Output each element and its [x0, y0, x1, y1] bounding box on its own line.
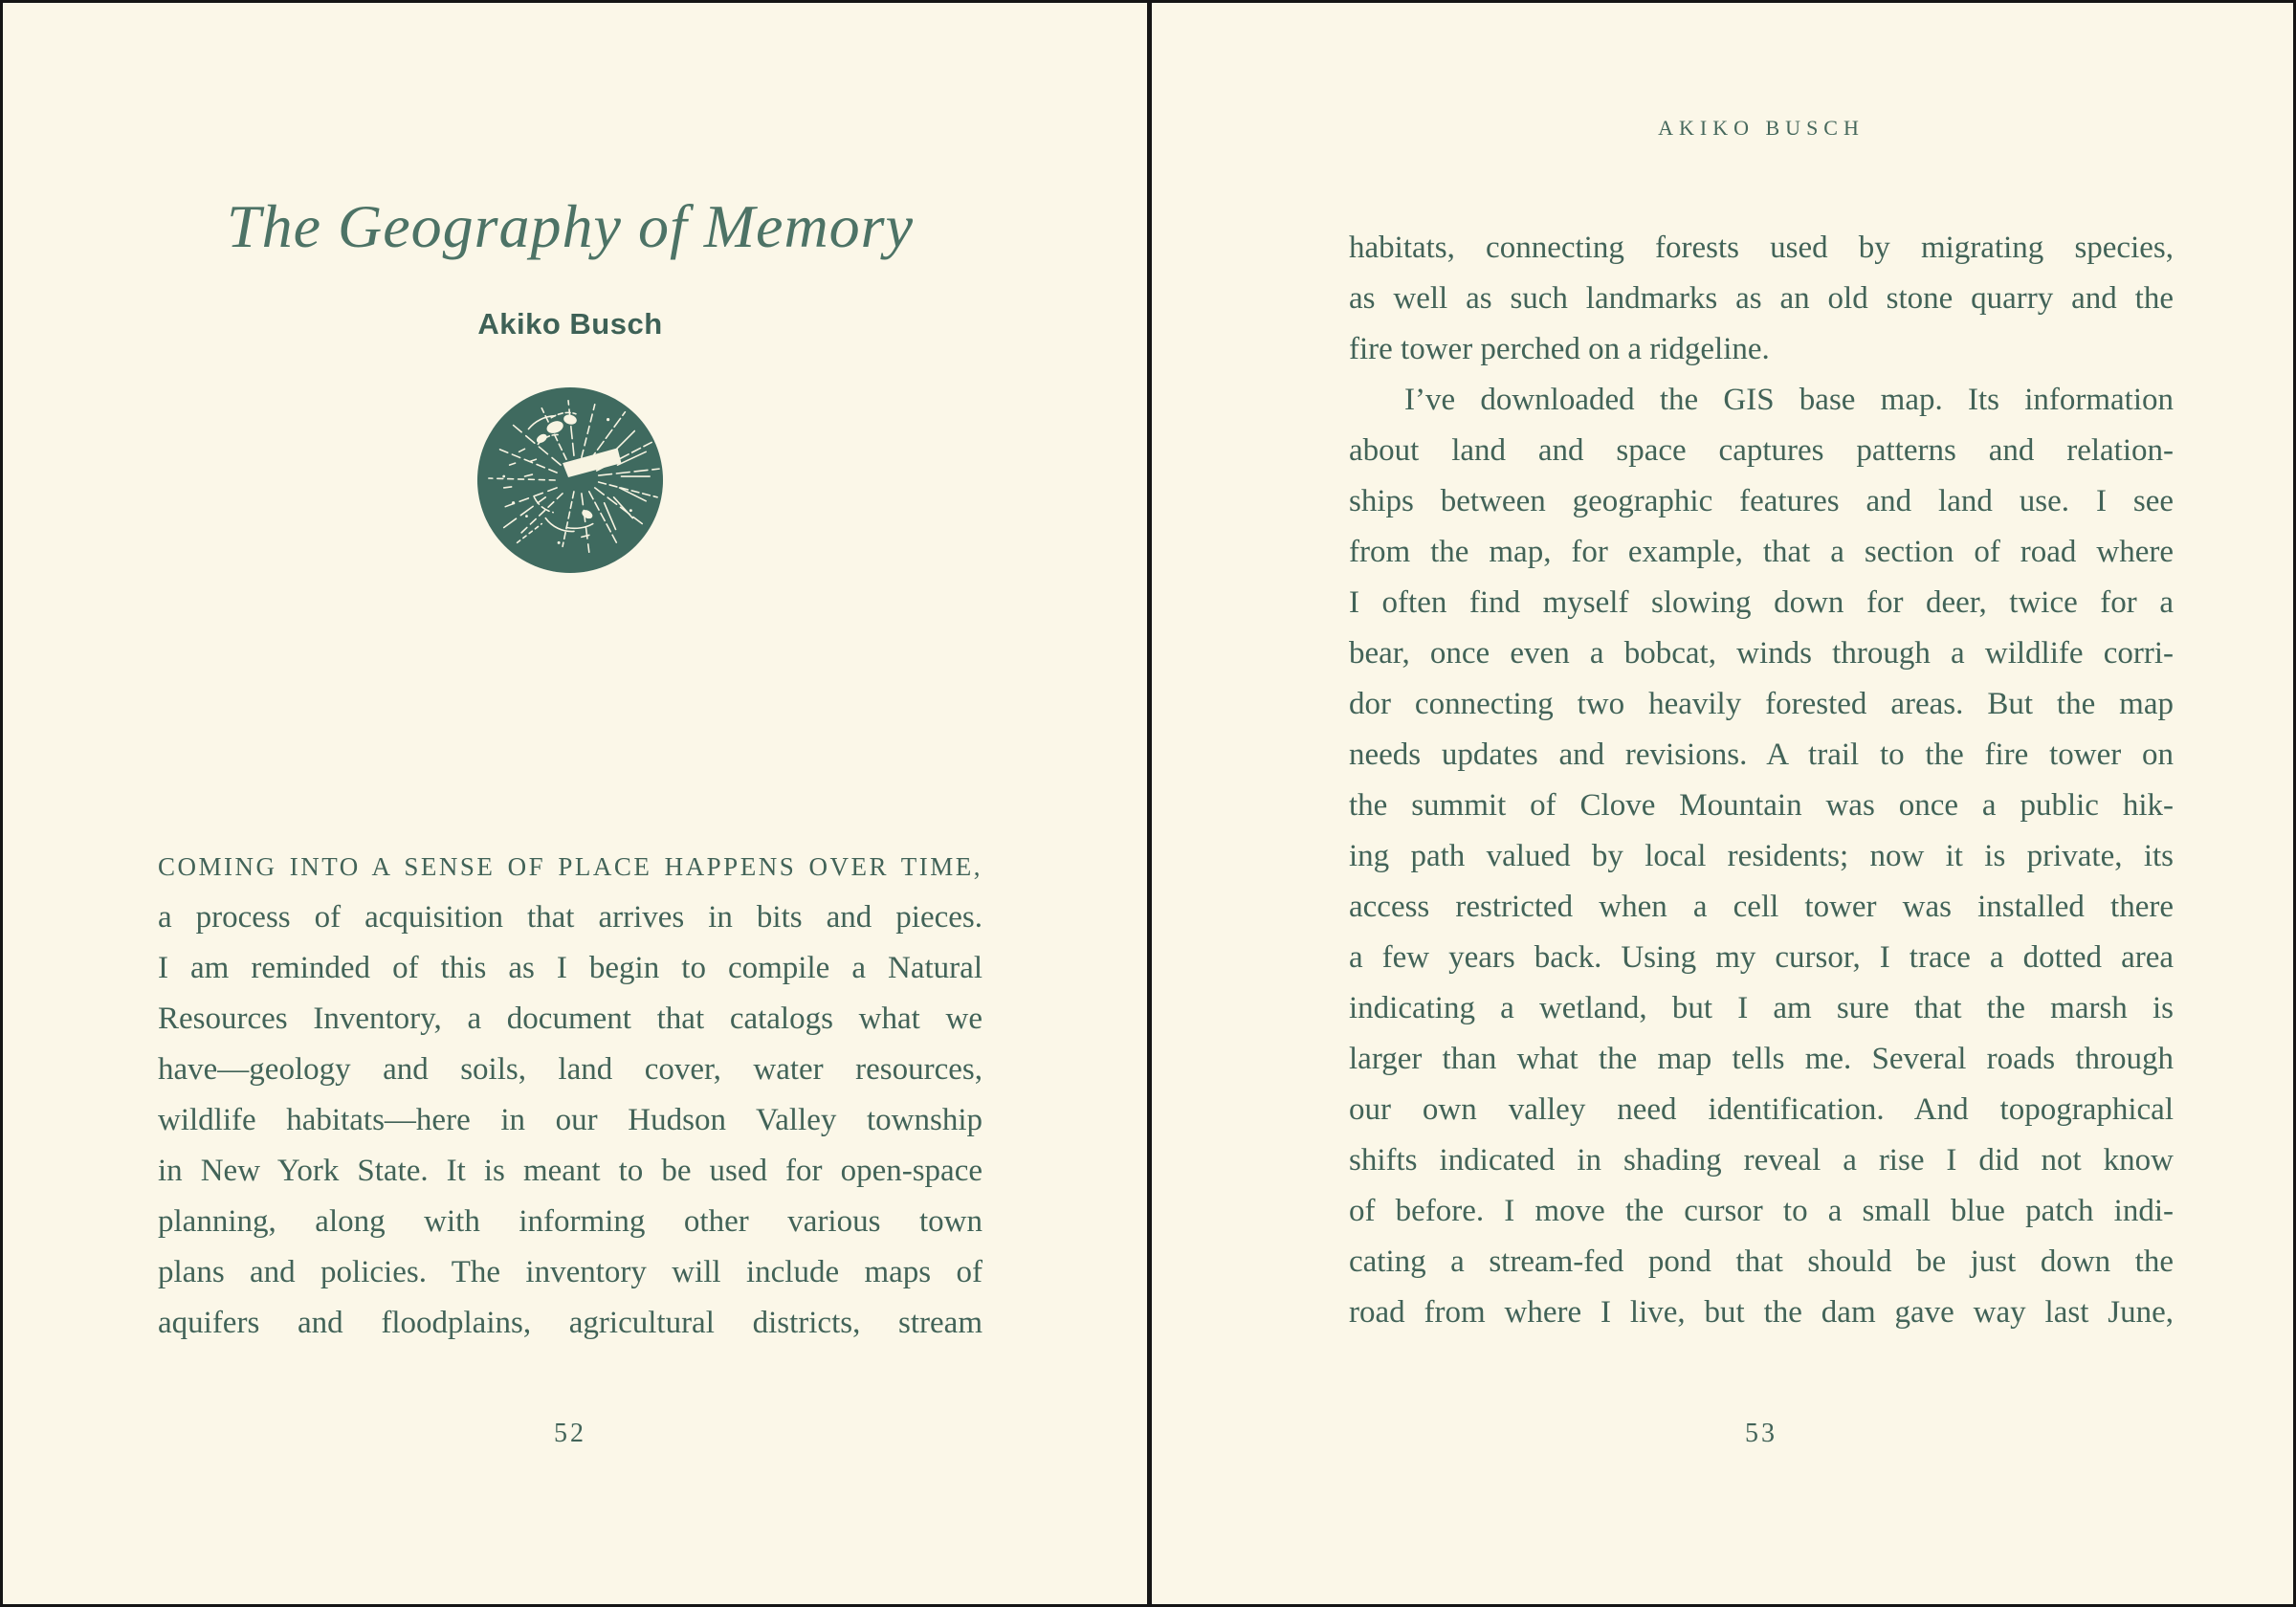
- text-line: habitats, connecting forests used by migrating species,: [1349, 231, 2174, 265]
- text-line: COMING INTO A SENSE OF PLACE HAPPENS OVER TIME,: [158, 852, 982, 881]
- text-line: ships between geographic features and land use. I see: [1349, 484, 2174, 518]
- text-line: our own valley need identification. And topographical: [1349, 1092, 2174, 1127]
- text-line: have—geology and soils, land cover, water resources,: [158, 1052, 982, 1087]
- text-line: wildlife habitats—here in our Hudson Valley township: [158, 1103, 982, 1137]
- text-line: plans and policies. The inventory will include maps of: [158, 1255, 982, 1289]
- text-line: cating a stream-fed pond that should be just down the: [1349, 1244, 2174, 1279]
- text-line: about land and space captures patterns and relation-: [1349, 433, 2174, 468]
- text-line: I often find myself slowing down for deer, twice for a: [1349, 585, 2174, 620]
- text-line: dor connecting two heavily forested areas. But the map: [1349, 687, 2174, 721]
- body-text-left: [158, 842, 982, 1349]
- text-line: in New York State. It is meant to be used for open-space: [158, 1154, 982, 1188]
- text-line: the summit of Clove Mountain was once a public hik-: [1349, 788, 2174, 823]
- text-line: I’ve downloaded the GIS base map. Its information: [1404, 383, 2174, 417]
- page-left: [3, 3, 1147, 1604]
- text-line: road from where I live, but the dam gave way last June,: [1349, 1295, 2174, 1330]
- text-line: of before. I move the cursor to a small blue patch indi-: [1349, 1194, 2174, 1228]
- running-header-author: AKIKO BUSCH: [1658, 116, 1865, 140]
- text-line: Resources Inventory, a document that catalogs what we: [158, 1002, 982, 1036]
- text-line: ing path valued by local residents; now it is private, its: [1349, 839, 2174, 873]
- text-line: needs updates and revisions. A trail to the fire tower on: [1349, 737, 2174, 772]
- text-line: shifts indicated in shading reveal a rise I did not know: [1349, 1143, 2174, 1178]
- text-line: from the map, for example, that a section of road where: [1349, 535, 2174, 569]
- page-number-left: 52: [554, 1419, 586, 1448]
- text-line: a few years back. Using my cursor, I trace a dotted area: [1349, 940, 2174, 975]
- page-right: [1152, 3, 2293, 1604]
- text-line: fire tower perched on a ridgeline.: [1349, 332, 1770, 366]
- text-line: larger than what the map tells me. Several roads through: [1349, 1042, 2174, 1076]
- text-line: bear, once even a bobcat, winds through a wildlife corri-: [1349, 636, 2174, 671]
- right-text-column: [1349, 3, 2174, 1604]
- left-text-column: [158, 3, 982, 1604]
- text-line: access restricted when a cell tower was installed there: [1349, 890, 2174, 924]
- text-line: I am reminded of this as I begin to compile a Natural: [158, 951, 982, 985]
- text-line: as well as such landmarks as an old stone quarry and the: [1349, 281, 2174, 316]
- chapter-illustration-starburst: [475, 385, 665, 575]
- text-line: indicating a wetland, but I am sure that the marsh is: [1349, 991, 2174, 1025]
- text-line: aquifers and floodplains, agricultural districts, stream: [158, 1306, 982, 1340]
- body-text-right: [1349, 223, 2174, 1338]
- page-number-right: 53: [1745, 1419, 1777, 1448]
- text-line: planning, along with informing other various town: [158, 1204, 982, 1239]
- text-line: a process of acquisition that arrives in bits and pieces.: [158, 900, 982, 935]
- chapter-title: The Geography of Memory: [227, 192, 914, 260]
- chapter-author: Akiko Busch: [477, 307, 663, 341]
